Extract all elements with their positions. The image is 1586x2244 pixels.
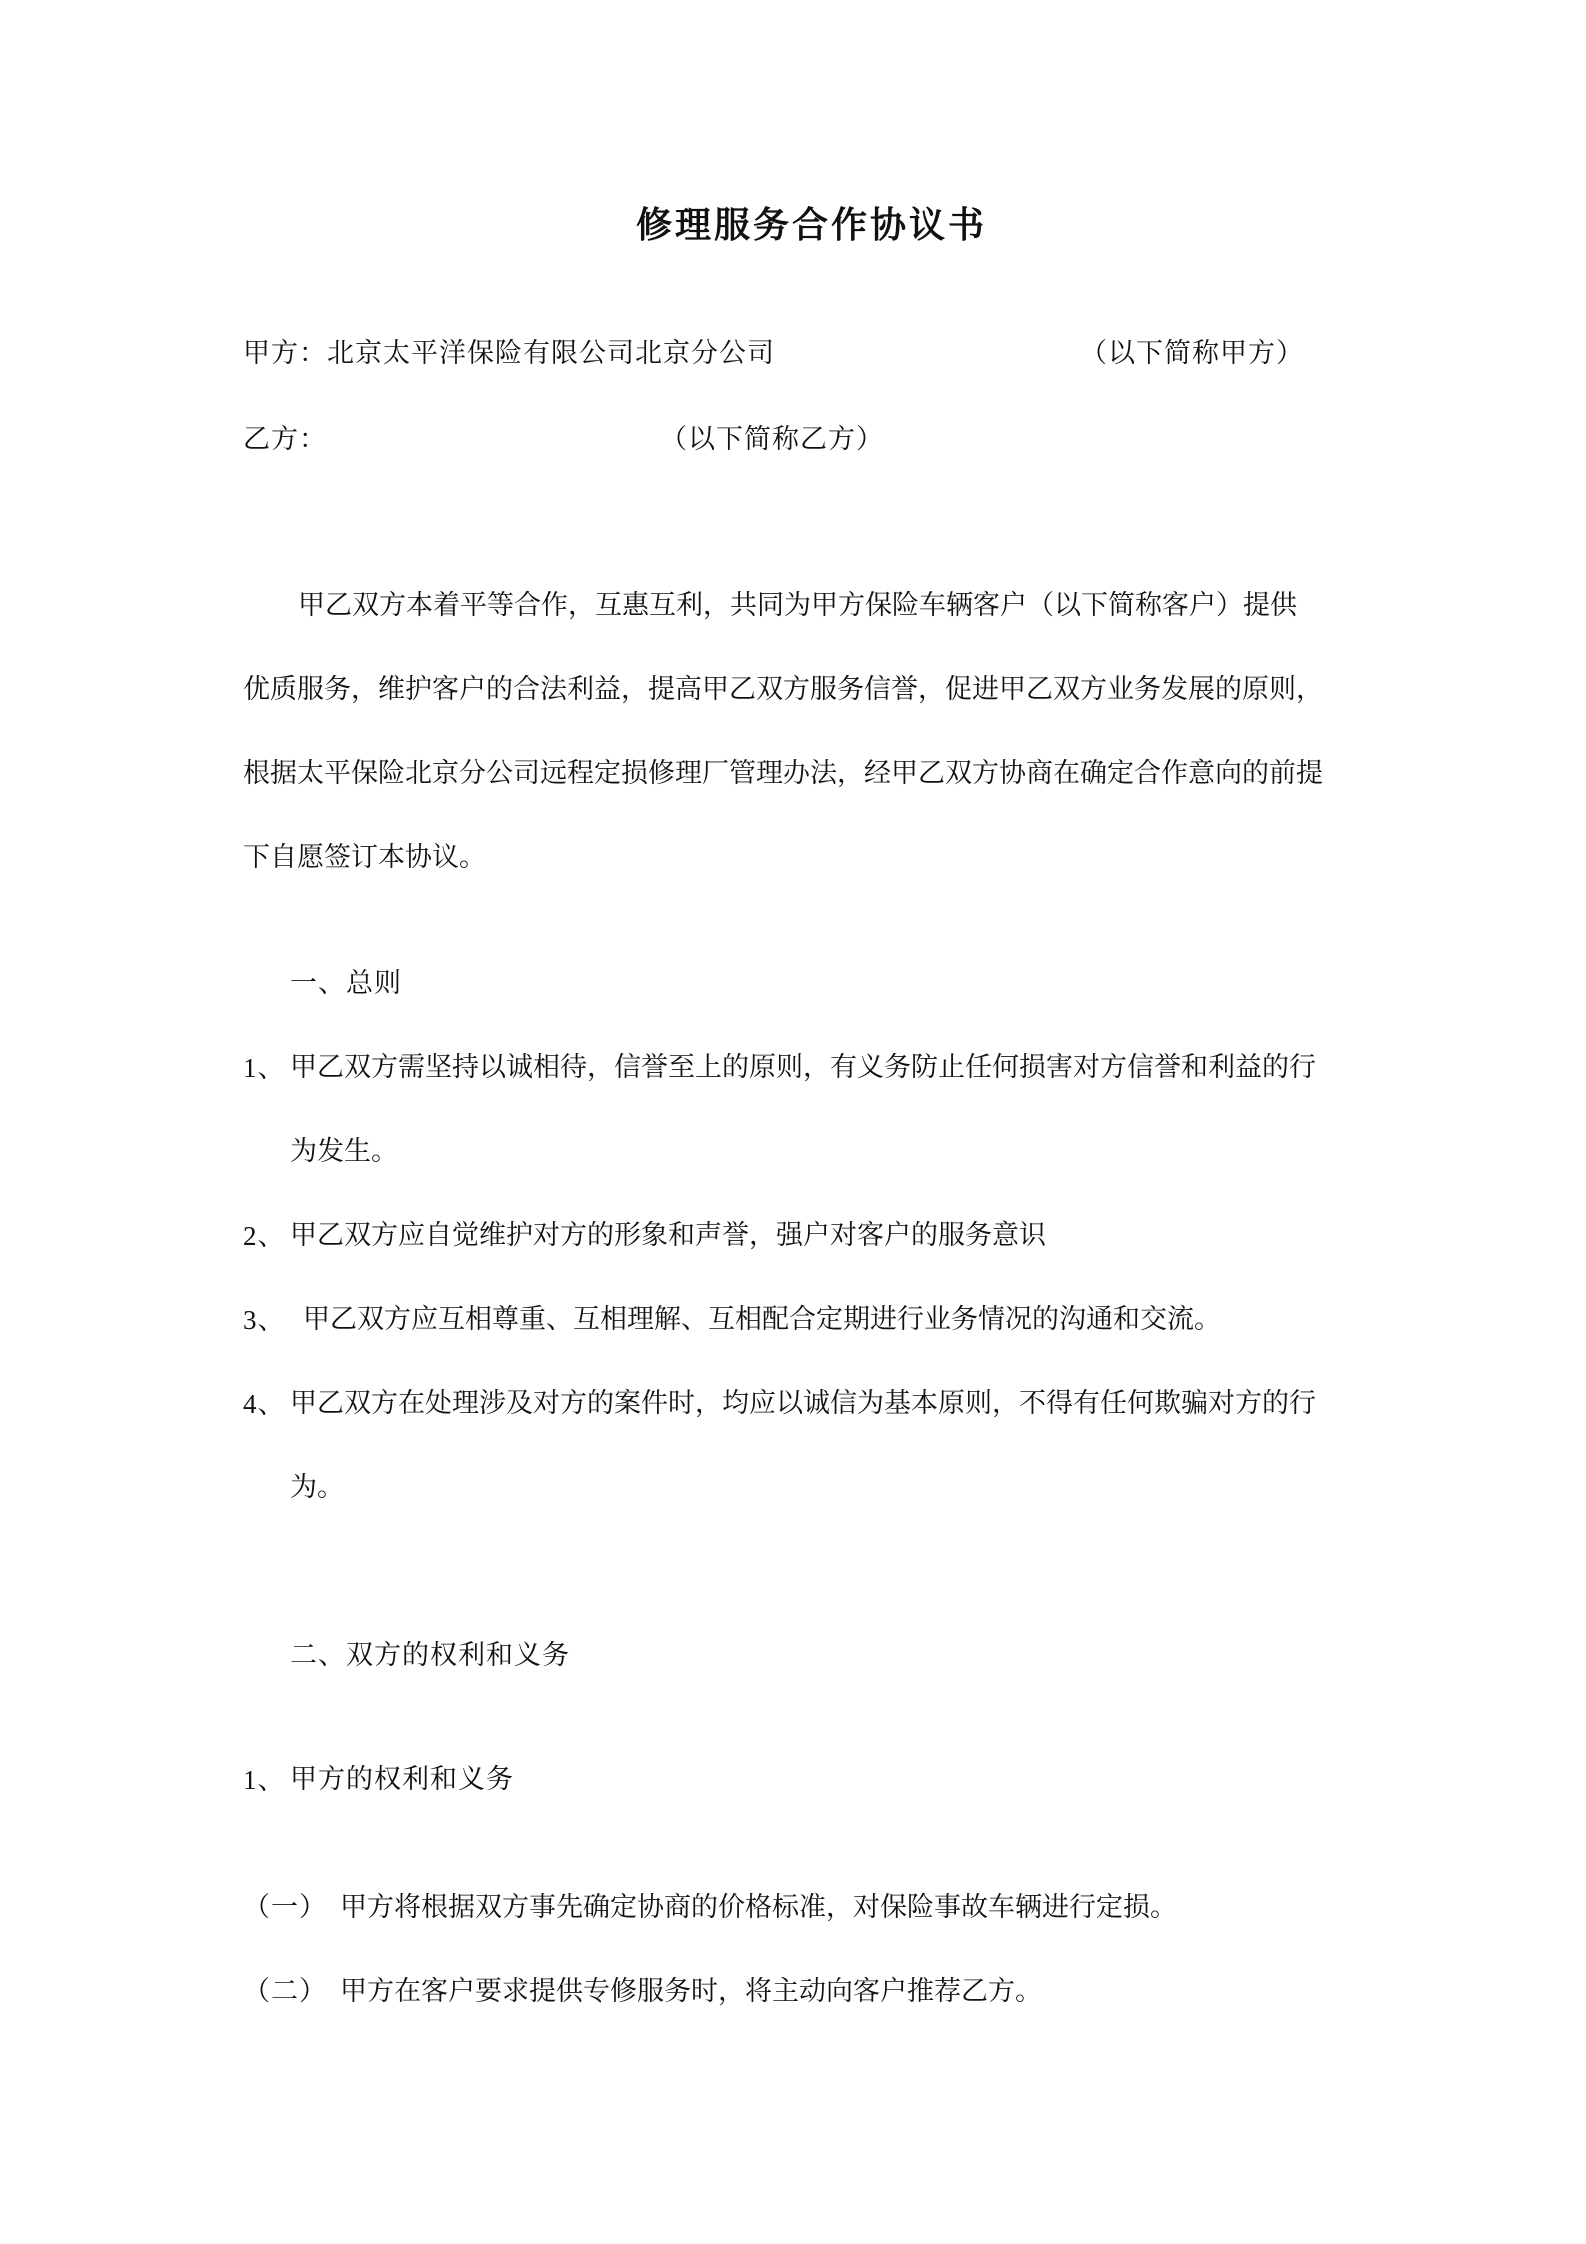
preamble-line: 根据太平保险北京分公司远程定损修理厂管理办法，经甲乙双方协商在确定合作意向的前提 bbox=[243, 758, 1323, 789]
item-text: 甲乙双方应自觉维护对方的形象和声誉，强户对客户的服务意识 bbox=[290, 1220, 1046, 1251]
item-number: 1、 bbox=[243, 1053, 286, 1083]
party-a-alias: （以下简称甲方） bbox=[1080, 338, 1304, 369]
item-text: 为。 bbox=[290, 1472, 344, 1503]
item-text: 甲乙双方需坚持以诚相待，信誉至上的原则，有义务防止任何损害对方信誉和利益的行 bbox=[290, 1052, 1316, 1083]
item-text: 为发生。 bbox=[290, 1136, 398, 1167]
item-number: 3、 bbox=[243, 1305, 286, 1335]
item-text: 甲乙双方应互相尊重、互相理解、互相配合定期进行业务情况的沟通和交流。 bbox=[303, 1304, 1221, 1335]
preamble-line: 下自愿签订本协议。 bbox=[243, 842, 486, 873]
clause-text: 甲方在客户要求提供专修服务时，将主动向客户推荐乙方。 bbox=[340, 1976, 1042, 2007]
section-heading: 一、总则 bbox=[290, 968, 402, 999]
item-text: 甲乙双方在处理涉及对方的案件时，均应以诚信为基本原则，不得有任何欺骗对方的行 bbox=[290, 1388, 1316, 1419]
clause-number: （一） bbox=[243, 1892, 327, 1923]
party-b-alias: （以下简称乙方） bbox=[660, 424, 884, 455]
section-heading: 二、双方的权利和义务 bbox=[290, 1640, 570, 1671]
item-number: 4、 bbox=[243, 1389, 286, 1419]
clause-text: 甲方将根据双方事先确定协商的价格标准，对保险事故车辆进行定损。 bbox=[340, 1892, 1177, 1923]
party-b-label: 乙方： bbox=[243, 424, 327, 455]
item-number: 1、 bbox=[243, 1765, 286, 1795]
subsection-title: 甲方的权利和义务 bbox=[290, 1764, 514, 1795]
document-title: 修理服务合作协议书 bbox=[636, 205, 988, 246]
item-number: 2、 bbox=[243, 1221, 286, 1251]
clause-number: （二） bbox=[243, 1976, 327, 2007]
preamble-line: 优质服务，维护客户的合法利益，提高甲乙双方服务信誉，促进甲乙双方业务发展的原则， bbox=[243, 674, 1323, 705]
preamble-line: 甲乙双方本着平等合作，互惠互利，共同为甲方保险车辆客户（以下简称客户）提供 bbox=[298, 590, 1297, 621]
party-a-label: 甲方：北京太平洋保险有限公司北京分公司 bbox=[243, 338, 775, 369]
